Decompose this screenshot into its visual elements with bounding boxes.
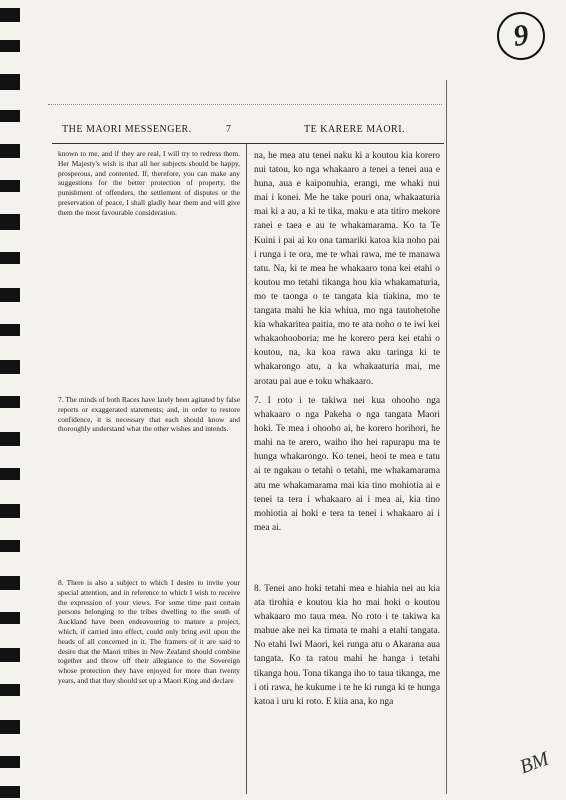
binding-mark — [0, 396, 20, 408]
binding-mark — [0, 540, 20, 552]
binding-mark — [0, 110, 20, 122]
page-number-circled: 9 — [494, 9, 548, 63]
page-edge-rule — [446, 80, 447, 794]
binding-mark — [0, 180, 20, 192]
binding-mark — [0, 720, 20, 734]
binding-mark — [0, 252, 20, 264]
header-page-number: 7 — [226, 124, 232, 135]
binding-mark — [0, 214, 20, 230]
header-rule — [52, 143, 444, 144]
binding-mark — [0, 684, 20, 696]
binding-mark — [0, 756, 20, 768]
binding-mark — [0, 504, 20, 518]
binding-mark — [0, 8, 20, 22]
english-paragraph-7: 7. The minds of both Races have lately been agitated by false reports or exaggerated statements; and, in order to restore confidence, it is necessary that each should know and thoroughly understand what the other wishes and intends. — [58, 395, 240, 434]
binding-mark — [0, 40, 20, 52]
binding-edge — [0, 0, 22, 800]
header-title-english: THE MAORI MESSENGER. — [62, 124, 192, 135]
binding-mark — [0, 144, 20, 158]
maori-paragraph-8: 8. Tenei ano hoki tetahi mea e hiahia nei au kia ata tirohia e koutou kia ho mai hoki o koutou whakaaro mo taua mea. No roto i te takiwa ka mahue ake nei ka timata te mahi a etahi tangata. No etahi Iwi Maori, kei runga atu o Akarana aua tangata. Ko ta ratou mahi he hanga i tetahi tikanga hou. Tona tikanga iho to taua tikanga, me i oti rawa, he kukume i te he ki runga ki te hunga katoa i uru ki roto. E kiia ana, ko nga — [254, 584, 440, 707]
maori-paragraph-7: 7. I roto i te takiwa nei kua ohooho nga whakaaro o nga Pakeha o nga tangata Maori hoki. Te mea i ohooho ai, he korero horihori, he mahi na te arero, waiho iho hei rapurapu ma te hunga whakarongo. Ko tenei, heoi te mea e tatu ai te ngakau o tetahi o tetahi, me whakamarama atu me whakamarama mai kia tino mohiotia ai e tenei ta tera i whakaaro ai i mea ai, kia tino mohiotia ai hoki e tera ta tenei i whakaaro ai i mea ai. — [254, 396, 440, 533]
handwritten-initials: BM — [516, 747, 552, 779]
binding-mark — [0, 360, 20, 374]
binding-mark — [0, 468, 20, 480]
maori-paragraph: na, he mea atu tenei naku ki a koutou kia korero nui tatou, ko nga whakaaro a tenei a tenei aua e huna, aua e kaiponuhia, erangi, me whaki nui mai i konei. Me he take pouri ona, whakaaturia mai ki a au, a ki te tika, maku e ata titiro mekore ranei e taea e au te whakamarama. Ko ta Te Kuini i pai ai ko ona tamariki katoa kia noho pai i runga i te ora, me te whai rawa, me te manawa tatu. Na, ki te mea he whakaaro tona kei etahi o koutou mo tetahi tikanga hou kia whakamaturia, mo te taonga o te tangata kia tiakina, mo te tangata mahi he kia whiua, mo nga tautohetohe kia whakaritea paitia, mo te ata noho o te iwi kei whakaohooboria; me he korero pera kei etahi o koutou, na, ka koa rawa aku taringa ki te whakarongo atu, a ka whakaaturia mai, me arotau pai aue e toku whakaaro. — [254, 151, 440, 387]
binding-mark — [0, 648, 20, 662]
binding-mark — [0, 288, 20, 302]
column-divider — [246, 144, 247, 794]
binding-mark — [0, 576, 20, 590]
page-header — [52, 124, 444, 140]
binding-mark — [0, 432, 20, 446]
binding-mark — [0, 324, 20, 336]
binding-mark — [0, 612, 20, 624]
binding-mark — [0, 74, 20, 90]
header-title-maori: TE KARERE MAORI. — [304, 124, 406, 135]
top-rule — [48, 104, 442, 105]
english-paragraph: known to me, and if they are real, I will try to redress them. Her Majesty's wish is that all her subjects should be happy, prosperous, and contented. If, therefore, you can make any suggestions for the better protection of property, the punishment of offenders, the settlement of disputes or the preservation of peace, I shall gladly hear them and will give them the most favourable consideration. — [58, 149, 240, 217]
english-paragraph-8: 8. There is also a subject to which I desire to invite your special attention, and in reference to which I wish to receive the expression of your views. For some time past certain persons belonging to the tribes dwelling to the south of Auckland have been endeavouring to mature a project, which, if carried into effect, could only bring evil upon the heads of all concerned in it. The framers of it are said to desire that the Maori tribes in New Zealand should combine together and throw off their allegiance to the Sovereign whose protection they have enjoyed for more than twenty years, and that they should set up a Maori King and declare — [58, 578, 240, 685]
binding-mark — [0, 786, 20, 798]
